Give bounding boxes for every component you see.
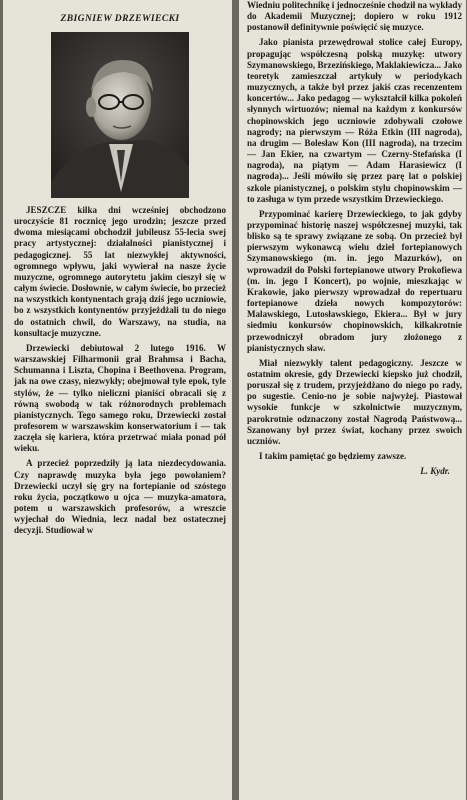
article-column-left xyxy=(3,0,232,800)
article-title: ZBIGNIEW DRZEWIECKI xyxy=(60,13,180,24)
paragraph-1: JESZCZE kilka dni wcześniej obchodzono uroczyście 81 rocznicę jego urodzin; jeszcze przed dwoma miesiącami obchodził jubileusz 55-lecia swej pracy artystycznej: działalności pianistycznej i pedagogicznej. 55 lat niezwykłej aktywności, ogromnego wpływu, jaki wywierał na nasze życie muzyczne, ogromnego autorytetu jakim cieszył się w całym świecie. Dosłownie, w całym świecie, bo przecież na wszystkich kontynentach grają dziś jego uczniowie, bo z wszystkich kontynentów przyjeżdżali tu do niego do ostatnich chwil, do Warszawy, na studia, na konsultacje muzyczne. xyxy=(14,205,226,338)
paragraph-8: I takim pamiętać go będziemy zawsze. xyxy=(259,451,407,462)
paragraph-2: Drzewiecki debiutował 2 lutego 1916. W warszawskiej Filharmonii grał Brahmsa i Bacha, Schumanna i Liszta, Chopina i Beethovena. Program, jak na owe czasy, niezwykły; obejmował tyle epok, tyle stylów, że — tylko nieliczni pianiści obracali się z równą swobodą w tak różnorodnych problemach pianistycznych. Tego samego roku, Drzewiecki został profesorem w warszawskim konserwatorium i — tak zaczęła się kariera, która przetrwać miała ponad pół wieku. xyxy=(14,342,226,454)
portrait-image xyxy=(51,32,189,198)
author-signature: L. Kydr. xyxy=(420,466,450,477)
paragraph-4: Wiedniu politechnikę i jednocześnie chodził na wykłady do Akademii Muzycznej; dopiero w roku 1912 postanowił definitywnie poświęcić się muzyce. xyxy=(247,0,462,33)
paragraph-3: A przecież poprzedziły ją lata niezdecydowania. Czy naprawdę muzyka była jego powołaniem? Drzewiecki uczył się gry na fortepianie od szóstego roku życia, początkowo u ojca — muzyka-amatora, potem u warszawskich profesorów, a wreszcie wyjechał do Wiednia, lecz nadal bez ostatecznej decyzji. Studiował w xyxy=(14,458,226,536)
article-column-right xyxy=(239,0,466,800)
paragraph-7: Miał niezwykły talent pedagogiczny. Jeszcze w ostatnim okresie, gdy Drzewiecki kiepsko już chodził, poruszał się z trudem, przyjeżdżano do niego po rady, po sugestie. Cenio-no je sobie najwyżej. Piastował wysokie funkcje w szkolnictwie muzycznym, parokrotnie odznaczony został Nagrodą Państwową... Szanowany był przez świat, kochany przez swoich uczniów. xyxy=(247,357,462,446)
paragraph-6: Przypominać karierę Drzewieckiego, to jak gdyby przypominać historię naszej współczesnej muzyki, tak blisko są te sprawy związane ze sobą. On przecież był pierwszym wykonawcą wielu dzieł fortepianowych Szymanowskiego (m. in. jego Mazurków), on wprowadził do Polski fortepianowe utwory Prokofiewa (m. in. jego I Koncert), po wojnie, mieszkając w Krakowie, jako pierwszy wprowadzał do repertuaru fortepianowe dzieła nowych kompozytorów: Malawskiego, Lutosławskiego, Ekiera... Był w jury siedmiu konkursów chopinowskich, kilkakrotnie przewodniczył obradom jury złożonego z pianistycznych sław. xyxy=(247,208,462,353)
paragraph-5: Jako pianista przewędrował stolice całej Europy, propagując współczesną polską muzykę: utwory Szymanowskiego, Brzezińskiego, Maklakiewicza... Jako teoretyk zamieszczał artykuły w periodykach muzycznych, a także był przez jakiś czas recenzentem koncertów... Jako pedagog — wykształcił kilka pokoleń słynnych wirtuozów; niemal na każdym z konkursów chopinowskich jego uczniowie zdobywali czołowe nagrody; na pierwszym — Róża Etkin (III nagroda), na drugim — Bolesław Kon (III nagroda), na trzecim — Jan Ekier, na czwartym — Czerny-Stefańska (I nagroda), na piątym — Adam Harasiewicz (I nagroda)... Jeśli mówiło się przez parę lat o polskiej szkole pianistycznej, o polskim stylu chopinowskim — to zasługa w tym przede wszystkim Drzewieckiego. xyxy=(247,37,462,204)
portrait-photo xyxy=(51,32,189,198)
